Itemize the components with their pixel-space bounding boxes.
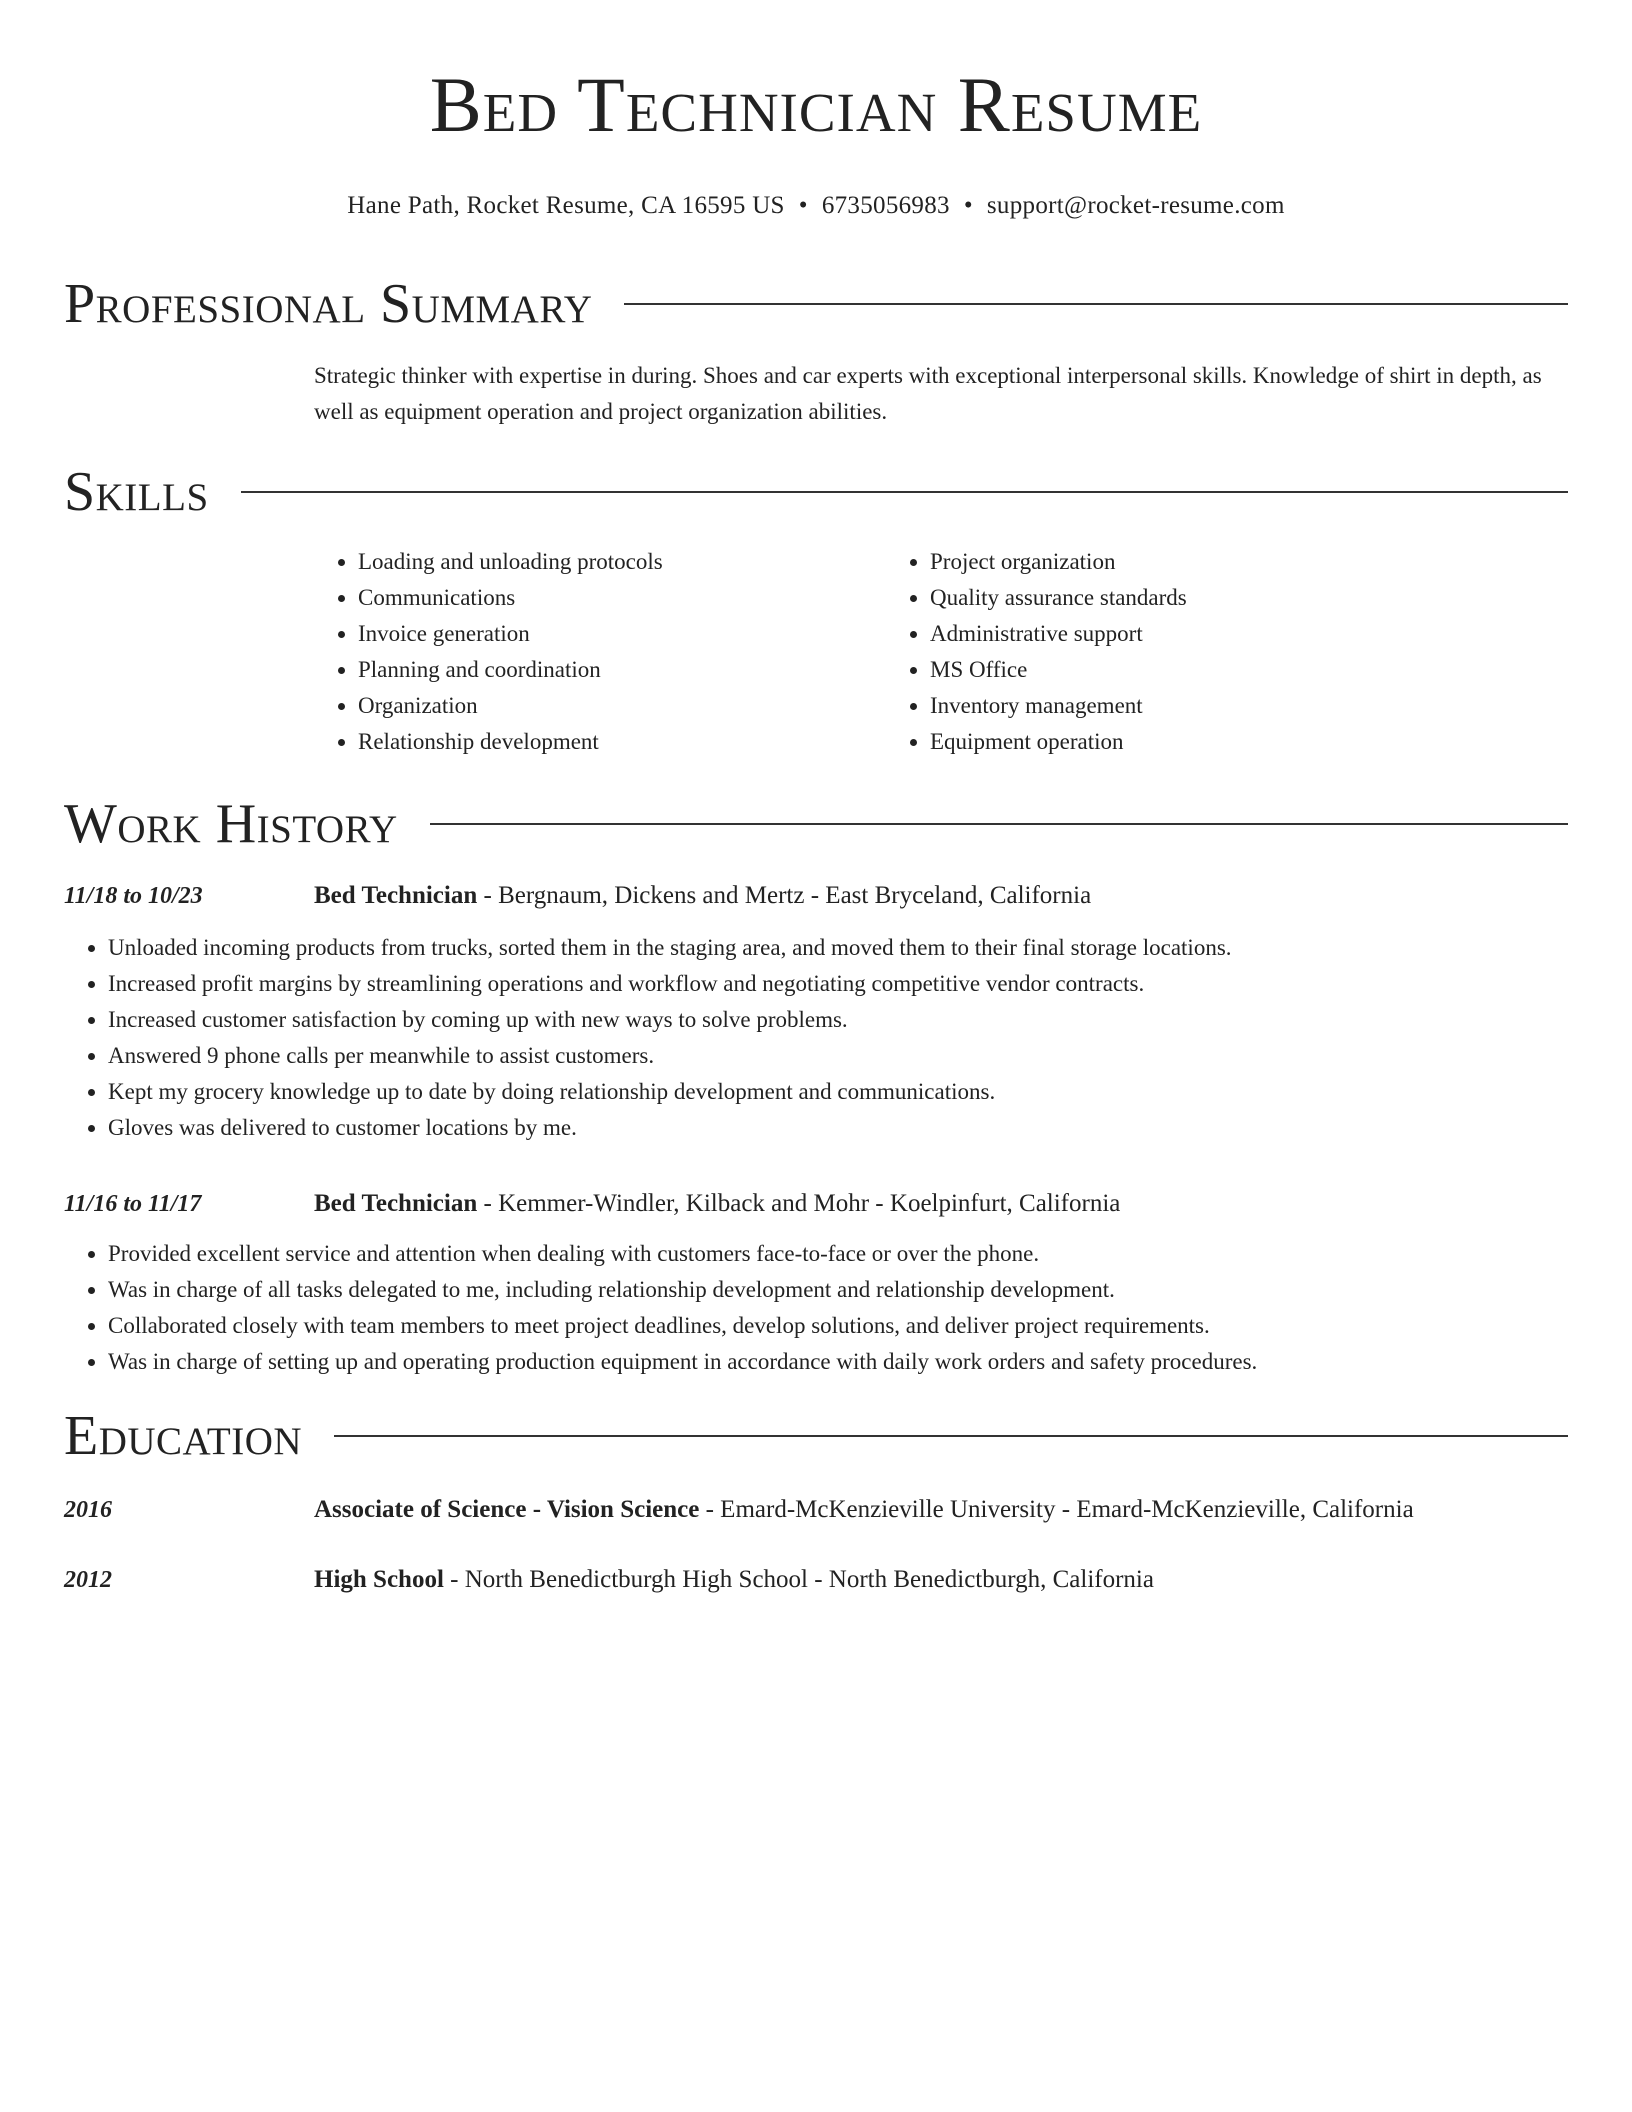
skills-list xyxy=(314,544,1568,760)
job-role: Bed Technician xyxy=(314,882,478,909)
skill-item: • Equipment operation xyxy=(930,724,1568,760)
education-title xyxy=(314,1492,1414,1528)
section-divider xyxy=(430,823,1568,825)
skill-item: • Inventory management xyxy=(930,688,1568,724)
education-year: 2016 xyxy=(64,1497,112,1523)
job-bullet: • Was in charge of setting up and operating production equipment in accordance with daily work orders and safety procedures. xyxy=(108,1344,1568,1380)
job-role: Bed Technician xyxy=(314,1190,478,1217)
skill-item: • Communications xyxy=(358,580,886,616)
skill-item: • Project organization xyxy=(930,544,1568,580)
skill-item: • Organization xyxy=(358,688,886,724)
job-entry xyxy=(64,1186,1568,1380)
job-bullets xyxy=(64,1236,1568,1380)
education-school: - North Benedictburgh High School - North Benedictburgh, California xyxy=(443,1566,1154,1593)
job-header xyxy=(64,1186,1568,1222)
resume-title: Bed Technician Resume xyxy=(429,61,1203,148)
skills-column-left xyxy=(314,544,886,760)
education-school: - Emard-McKenzieville University - Emard-McKenzieville, California xyxy=(699,1496,1414,1523)
summary-section-header xyxy=(64,272,1568,336)
education-section-header xyxy=(64,1404,1568,1468)
skill-item: • Relationship development xyxy=(358,724,886,760)
contact-separator: • xyxy=(963,192,973,219)
skill-item: • Administrative support xyxy=(930,616,1568,652)
job-bullet: • Collaborated closely with team members to meet project deadlines, develop solutions, and deliver project requirements. xyxy=(108,1308,1568,1344)
section-divider xyxy=(241,491,1568,493)
job-bullet: • Was in charge of all tasks delegated to me, including relationship development and relationship development. xyxy=(108,1272,1568,1308)
job-header xyxy=(64,878,1568,914)
job-bullets xyxy=(64,930,1568,1146)
summary-text: Strategic thinker with expertise in during. Shoes and car experts with exceptional interpersonal skills. Knowledge of shirt in depth, as well as equipment operation and project organization abilities. xyxy=(314,363,1542,424)
work-section-header xyxy=(64,792,1568,856)
job-bullet: • Provided excellent service and attention when dealing with customers face-to-face or over the phone. xyxy=(108,1236,1568,1272)
job-bullet: • Answered 9 phone calls per meanwhile to assist customers. xyxy=(108,1038,1568,1074)
job-dates: 11/18 to 10/23 xyxy=(64,883,203,909)
section-divider xyxy=(334,1435,1568,1437)
job-bullet: • Increased customer satisfaction by coming up with new ways to solve problems. xyxy=(108,1002,1568,1038)
job-bullet: • Kept my grocery knowledge up to date by doing relationship development and communications. xyxy=(108,1074,1568,1110)
contact-separator: • xyxy=(798,192,808,219)
section-divider xyxy=(624,303,1568,305)
skill-item: • Invoice generation xyxy=(358,616,886,652)
skill-item: • Quality assurance standards xyxy=(930,580,1568,616)
education-title xyxy=(314,1562,1154,1598)
education-degree: High School xyxy=(314,1566,444,1593)
skills-section-header xyxy=(64,460,1568,524)
contact-email: support@rocket-resume.com xyxy=(986,192,1285,219)
skills-column-right xyxy=(886,544,1568,760)
education-heading: Education xyxy=(64,1405,303,1467)
contact-phone: 6735056983 xyxy=(821,192,950,219)
job-title xyxy=(314,878,1091,914)
skills-heading: Skills xyxy=(64,461,209,523)
job-employer: - Kemmer-Windler, Kilback and Mohr - Koelpinfurt, California xyxy=(477,1190,1121,1217)
summary-heading: Professional Summary xyxy=(64,273,593,335)
education-entry xyxy=(64,1562,1568,1598)
job-bullet: • Increased profit margins by streamlining operations and workflow and negotiating competitive vendor contracts. xyxy=(108,966,1568,1002)
job-title xyxy=(314,1186,1120,1222)
contact-line xyxy=(64,190,1568,222)
job-employer: - Bergnaum, Dickens and Mertz - East Bryceland, California xyxy=(477,882,1092,909)
education-entry xyxy=(64,1492,1568,1528)
job-dates: 11/16 to 11/17 xyxy=(64,1191,202,1217)
work-heading: Work History xyxy=(64,793,398,855)
skill-item: • Loading and unloading protocols xyxy=(358,544,886,580)
job-bullet: • Unloaded incoming products from trucks, sorted them in the staging area, and moved them to their final storage locations. xyxy=(108,930,1568,966)
job-bullet: • Gloves was delivered to customer locations by me. xyxy=(108,1110,1568,1146)
job-entry xyxy=(64,878,1568,1146)
education-degree: Associate of Science - Vision Science xyxy=(314,1496,700,1523)
education-year: 2012 xyxy=(64,1567,112,1593)
skill-item: • Planning and coordination xyxy=(358,652,886,688)
contact-address: Hane Path, Rocket Resume, CA 16595 US xyxy=(347,192,785,219)
skill-item: • MS Office xyxy=(930,652,1568,688)
